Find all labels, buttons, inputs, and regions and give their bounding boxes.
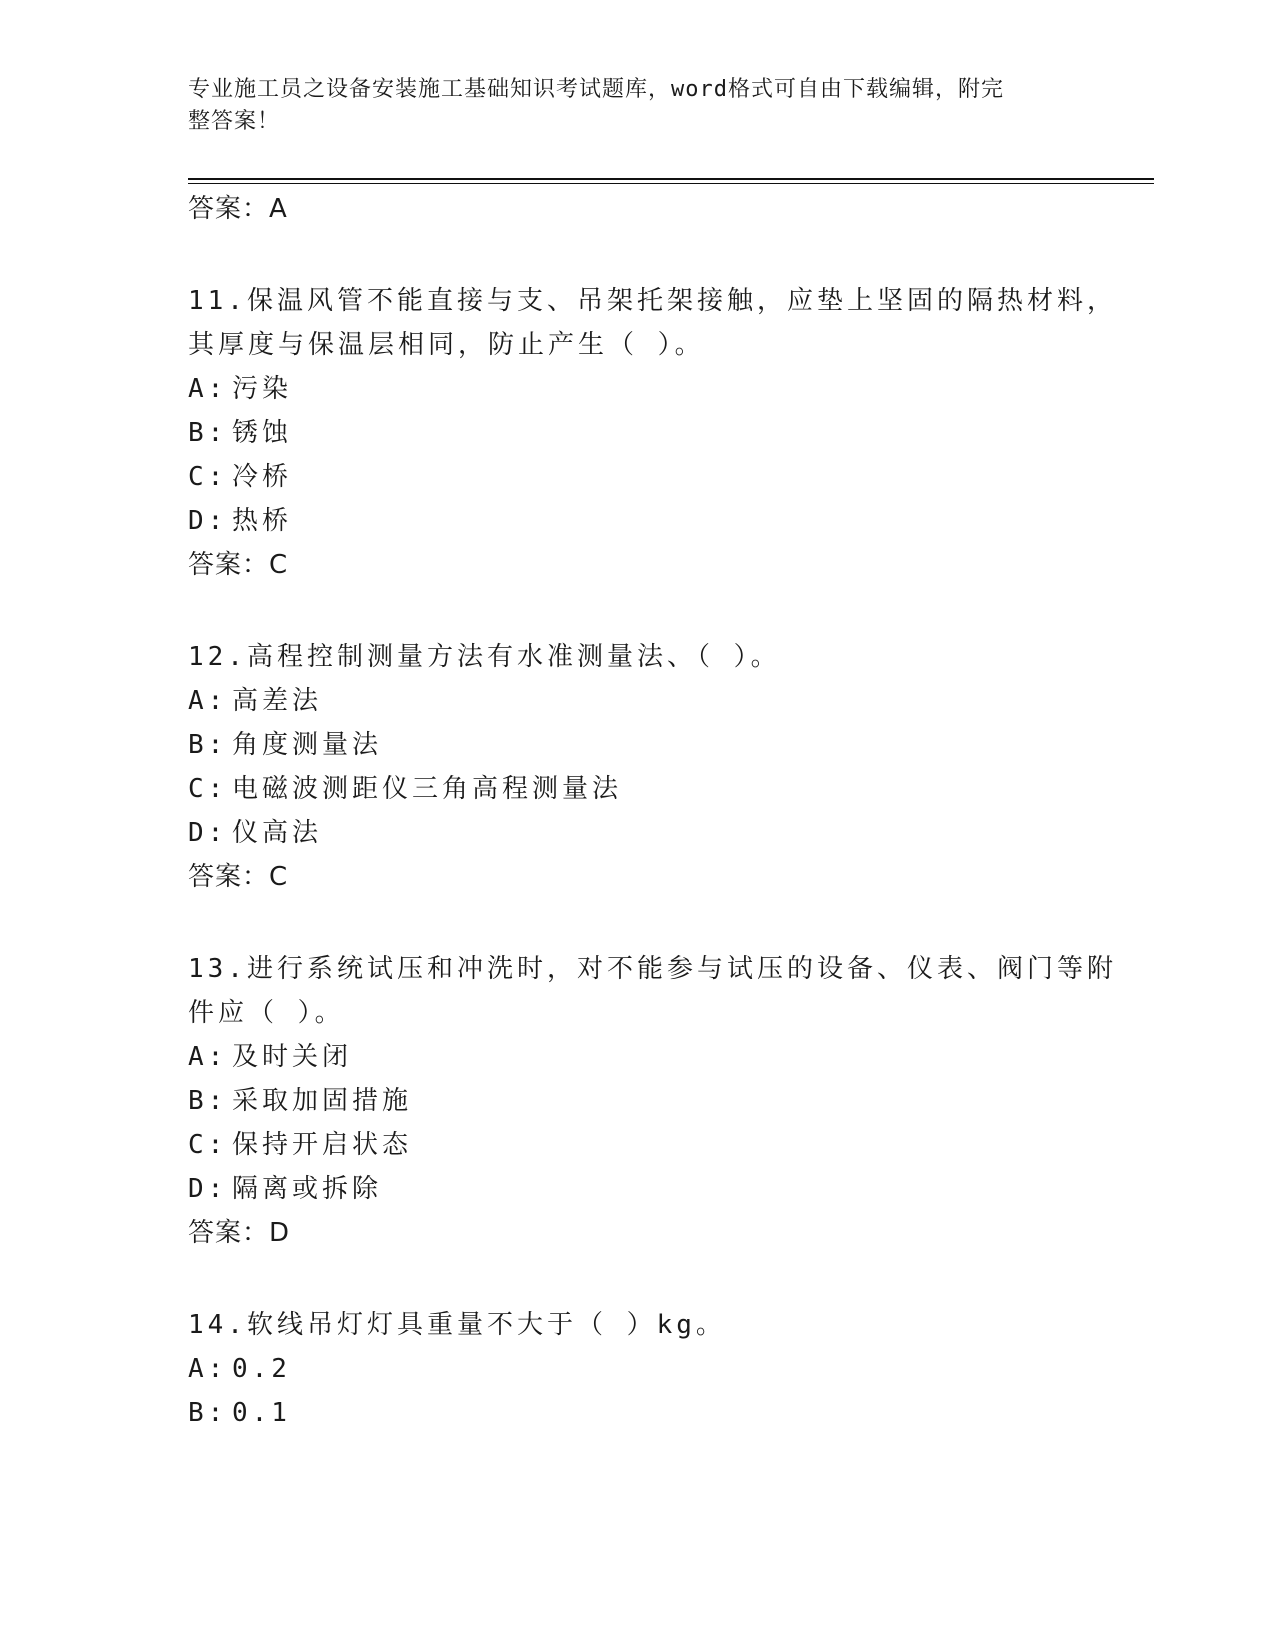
question-stem: 其厚度与保温层相同，防止产生（ ）。	[188, 330, 705, 360]
option-d	[188, 1167, 1088, 1211]
option-c	[188, 767, 1088, 811]
option-key: D:	[188, 818, 228, 848]
question-12	[188, 635, 1088, 899]
question-stem: 11.保温风管不能直接与支、吊架托架接触，应垫上坚固的隔热材料，	[188, 286, 1117, 316]
question-stem: 12.高程控制测量方法有水准测量法、（ ）。	[188, 642, 781, 672]
header-line-2: 整答案！	[188, 109, 281, 134]
option-key: B:	[188, 1398, 228, 1428]
question-gap	[188, 587, 1088, 635]
document-header	[188, 74, 1088, 138]
option-text: 0.2	[232, 1354, 291, 1384]
question-stem: 14.软线吊灯灯具重量不大于（ ）kg。	[188, 1310, 726, 1340]
option-text: 采取加固措施	[232, 1086, 413, 1116]
question-11	[188, 279, 1117, 587]
option-text: 电磁波测距仪三角高程测量法	[232, 774, 623, 804]
option-text: 角度测量法	[232, 730, 383, 760]
option-a	[188, 1035, 1088, 1079]
option-d	[188, 811, 1088, 855]
option-key: C:	[188, 462, 228, 492]
question-gap	[188, 1255, 1088, 1303]
option-key: C:	[188, 774, 228, 804]
header-divider-thick	[188, 178, 1154, 180]
option-key: B:	[188, 418, 228, 448]
option-key: D:	[188, 1174, 228, 1204]
option-a	[188, 679, 1088, 723]
option-b	[188, 411, 1088, 455]
option-b	[188, 723, 1088, 767]
question-list	[188, 187, 1117, 1435]
option-key: C:	[188, 1130, 228, 1160]
option-key: B:	[188, 1086, 228, 1116]
option-key: A:	[188, 686, 228, 716]
question-answer: 答案：D	[188, 1218, 291, 1248]
question-14	[188, 1303, 1088, 1435]
question-13	[188, 947, 1117, 1255]
option-text: 及时关闭	[232, 1042, 353, 1072]
question-gap	[188, 899, 1088, 947]
option-text: 仪高法	[232, 818, 323, 848]
option-text: 热桥	[232, 506, 293, 536]
option-text: 冷桥	[232, 462, 293, 492]
option-d	[188, 499, 1088, 543]
question-gap	[188, 231, 1088, 279]
question-answer: 答案：C	[188, 550, 289, 580]
header-line-1: 专业施工员之设备安装施工基础知识考试题库，word格式可自由下载编辑，附完	[188, 77, 1004, 102]
previous-answer: 答案：A	[188, 194, 288, 224]
option-b	[188, 1391, 1088, 1435]
option-key: A:	[188, 1042, 228, 1072]
option-key: A:	[188, 1354, 228, 1384]
option-c	[188, 1123, 1088, 1167]
option-text: 保持开启状态	[232, 1130, 413, 1160]
option-b	[188, 1079, 1088, 1123]
option-a	[188, 1347, 1088, 1391]
option-text: 0.1	[232, 1398, 291, 1428]
option-text: 污染	[232, 374, 293, 404]
header-divider-thin	[188, 183, 1154, 184]
question-stem: 13.进行系统试压和冲洗时，对不能参与试压的设备、仪表、阀门等附	[188, 954, 1117, 984]
question-stem: 件应（ ）。	[188, 998, 345, 1028]
question-answer: 答案：C	[188, 862, 289, 892]
option-key: B:	[188, 730, 228, 760]
option-c	[188, 455, 1088, 499]
option-a	[188, 367, 1088, 411]
option-text: 隔离或拆除	[232, 1174, 383, 1204]
option-key: D:	[188, 506, 228, 536]
option-text: 锈蚀	[232, 418, 293, 448]
option-key: A:	[188, 374, 228, 404]
option-text: 高差法	[232, 686, 323, 716]
